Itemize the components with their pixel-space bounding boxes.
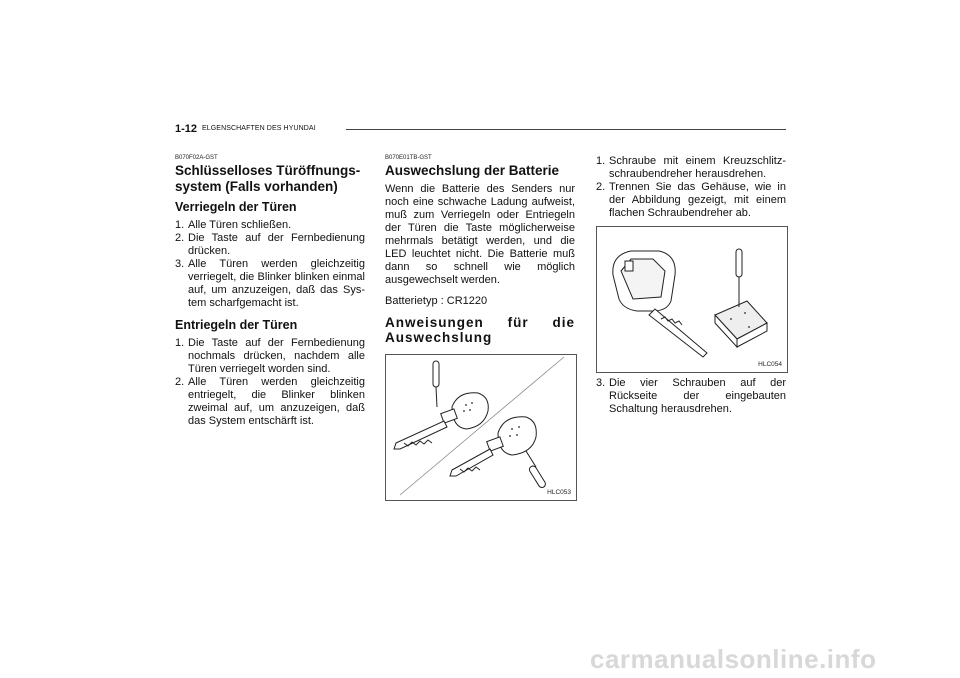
lock-heading: Verriegeln der Türen: [175, 200, 297, 214]
column-keyless-entry: [175, 155, 365, 428]
unlock-heading: Entriegeln der Türen: [175, 318, 298, 332]
list-item: 2. Die Taste auf der Fernbedienung drücken.: [175, 232, 365, 257]
watermark: carmanualsonline.info: [590, 644, 877, 674]
list-item: 1. Schraube mit einem Kreuzschlitz-schraubendreher herausdrehen.: [596, 155, 786, 180]
figure-key-screws: [385, 354, 577, 501]
battery-type: Batterietyp : CR1220: [385, 295, 488, 307]
list-item: 3. Alle Türen werden gleichzeitig verriegelt, die Blinker blinken einmal auf, um anzuzeigen, daß das Sys-tem scharfgemacht ist.: [175, 258, 365, 309]
figure-key-housing: [596, 226, 788, 373]
column-steps: [596, 155, 786, 220]
section-code: B070E01TB-GST: [385, 155, 432, 161]
page-number: 1-12: [175, 123, 198, 135]
lock-steps: [175, 219, 365, 310]
figure-label: HLC054: [758, 361, 782, 368]
column-step-3: [596, 377, 786, 416]
figure-label: HLC053: [547, 489, 571, 496]
column-battery: [385, 155, 575, 345]
list-item: 1. Alle Türen schließen.: [175, 219, 292, 231]
unlock-steps: [175, 337, 365, 428]
list-item: 2. Trennen Sie das Gehäuse, wie in der Abbildung gezeigt, mit einem flachen Schraubendreher ab.: [596, 181, 786, 219]
key-housing-illustration: [597, 227, 787, 372]
list-item: 3. Die vier Schrauben auf der Rückseite der eingebauten Schaltung herausdrehen.: [596, 377, 786, 415]
section-heading: Auswechslung der Batterie: [385, 163, 560, 178]
section-code: B070F02A-GST: [175, 155, 218, 161]
list-item: 2. Alle Türen werden gleichzeitig entriegelt, die Blinker blinken zweimal auf, um anzuzeigen, daß das System entschärft ist.: [175, 376, 365, 427]
instructions-heading: Anweisungen für die Auswechslung: [385, 315, 575, 345]
header-rule: [346, 129, 786, 130]
battery-paragraph: Wenn die Batterie des Senders nur noch eine schwache Ladung aufweist, muß zum Verriegeln oder Entriegeln der Türen die Taste möglicherweise mehrmals betätigt werden, und die LED leuchtet nicht. Die Batterie muß dann so schnell wie möglich ausgewechselt werden.: [385, 183, 575, 286]
section-heading: Schlüsselloses Türöffnungs-system (Falls vorhanden): [175, 163, 361, 194]
key-screwdriver-illustration: [386, 355, 576, 500]
chapter-title: ELGENSCHAFTEN DES HYUNDAI: [202, 125, 316, 132]
list-item: 1. Die Taste auf der Fernbedienung nochmals drücken, nachdem alle Türen verriegelt worden sind.: [175, 337, 365, 375]
